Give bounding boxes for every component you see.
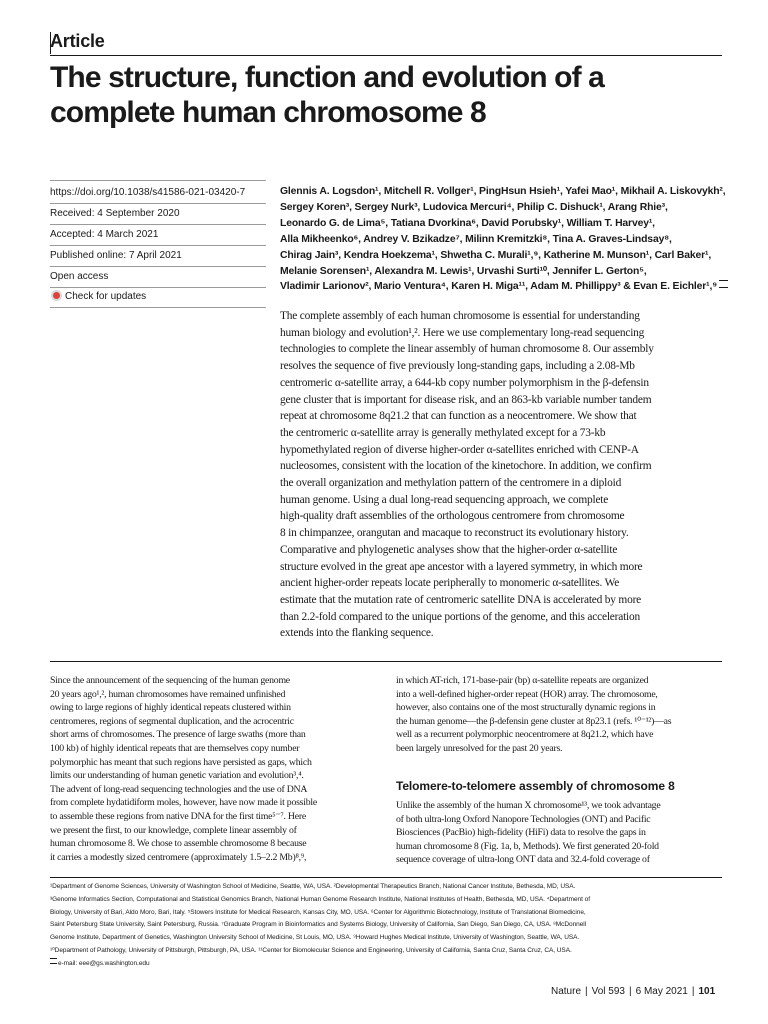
abstract-line: 8 in chimpanzee, orangutan and macaque to reconstruct its evolutionary history. [280,527,629,540]
footer-separator: | [691,986,695,997]
affiliation-line: ¹Department of Genome Sciences, University of Washington School of Medicine, Seattle, WA, USA. ²Developmental Therapeutics Branch, National Cancer Institute, Bethesda, MD, USA. [50,883,576,890]
author-line-text: Vladimir Larionov², Mario Ventura⁴, Karen H. Miga¹¹, Adam M. Phillippy³ & Evan E. Eichler¹,⁹ [280,281,717,293]
meta-divider [50,180,266,181]
body-column-left [50,674,382,864]
meta-divider [50,307,266,308]
issue-date: 6 May 2021 [635,986,688,997]
meta-divider [50,224,266,225]
abstract-line: resolves the sequence of five previously long-standing gaps, including a 2.08-Mb [280,360,635,373]
author-line: Melanie Sorensen¹, Alexandra M. Lewis¹, Urvashi Surti¹⁰, Jennifer L. Gerton⁵, [280,265,647,277]
body-line: to assemble these regions from native DNA for the first time⁵⁻⁷. Here [50,810,306,822]
email-line [50,958,730,971]
email-icon [719,280,728,288]
abstract-line: high-quality draft assemblies of the orthologous centromere from chromosome [280,510,625,523]
body-line: Since the announcement of the sequencing of the human genome [50,675,290,686]
footer-separator: | [585,986,588,997]
accepted-date: Accepted: 4 March 2021 [50,229,159,240]
doi-link[interactable]: https://doi.org/10.1038/s41586-021-03420-7 [50,187,246,198]
author-list [280,184,726,295]
body-line: human chromosome 8. We chose to assemble chromosome 8 because [50,838,307,850]
affiliation-line: Biology, University of Bari, Aldo Moro, Bari, Italy. ⁵Stowers Institute for Medical Research, Kansas City, MO, USA. ⁶Center for Algorithmic Biotechnology, Institute of Translational Biomedicine, [50,908,586,916]
body-line: well as a recurrent polymorphic neocentromere at 8q21.2, which have [396,729,654,741]
affiliation-line: Saint Petersburg State University, Saint Petersburg, Russia. ⁷Graduate Program in Bioinformatics and Systems Biology, University of California, San Diego, San Diego, CA, USA. ⁸McDonnell [50,921,587,929]
abstract-line: structure evolved in the great ape ancestor with a layered symmetry, in which more [280,560,643,573]
author-line: Glennis A. Logsdon¹, Mitchell R. Vollger¹, PingHsun Hsieh¹, Yafei Mao¹, Mikhail A. Liskovykh², [280,186,726,197]
abstract-line: the overall organization and methylation pattern of the centromere in a diploid [280,477,622,490]
abstract-line: estimate that the mutation rate of centromeric satellite DNA is accelerated by more [280,593,642,606]
body-line: The advent of long-read sequencing technologies and the use of DNA [50,783,308,795]
body-line: Unlike the assembly of the human X chromosome¹³, we took advantage [396,800,661,811]
abstract-line: hypomethylated region of diverse higher-order α-satellites enriched with CENP-A [280,443,639,456]
body-line: of both ultra-long Oxford Nanopore Technologies (ONT) and Pacific [396,813,651,825]
body-line: from complete hydatidiform moles, however, have now made it possible [50,797,317,809]
open-access-label: Open access [50,271,109,282]
author-line: Chirag Jain³, Kendra Hoekzema¹, Shwetha C. Murali¹,⁹, Katherine M. Munson¹, Carl Baker¹, [280,249,712,261]
body-line: Biosciences (PacBio) high-fidelity (HiFi) data to resolve the gaps in [396,827,646,839]
email-address[interactable]: e-mail: eee@gs.washington.edu [58,959,150,967]
abstract-line: ancient higher-order repeats locate peripherally to monomeric α-satellites. We [280,577,620,590]
check-updates-icon [51,290,62,301]
check-updates-button[interactable] [50,290,265,304]
body-line: owing to large regions of highly identical repeats clustered within [50,702,291,714]
body-line: the human genome—the β-defensin gene cluster at 8p23.1 (refs. ¹⁰⁻¹²)—as [396,715,672,727]
body-line: human chromosome 8 (Fig. 1a, b, Methods). We first generated 20-fold [396,840,659,852]
body-line: centromeres, regions of segmental duplication, and the acrocentric [50,715,294,727]
affiliation-line: ³Genome Informatics Section, Computational and Statistical Genomics Branch, National Human Genome Research Institute, National Institutes of Health, Bethesda, MD, USA. ⁴Department of [50,895,590,903]
abstract-line: extends into the flanking sequence. [280,627,434,640]
abstract [280,308,720,642]
email-icon [50,958,57,964]
footer-separator: | [629,986,632,997]
abstract-line: the centromeric α-satellite array is generally methylated except for a 73-kb [280,426,606,439]
body-column-right-continued [396,799,728,867]
received-date: Received: 4 September 2020 [50,208,180,219]
body-line: into a well-defined higher-order repeat (HOR) array. The chromosome, [396,688,658,700]
affiliation-line: ¹⁰Department of Pathology, University of Pittsburgh, Pittsburgh, PA, USA. ¹¹Center for Biomolecular Science and Engineering, University of California, Santa Cruz, Santa Cruz, CA, USA. [50,946,572,954]
abstract-divider [50,661,722,662]
footnote-divider [50,877,722,878]
body-line: however, also contains one of the most structurally dynamic regions in [396,702,656,714]
affiliation-line: Genome Institute, Department of Genetics, Washington University School of Medicine, St Louis, MO, USA. ⁹Howard Hughes Medical Institute, University of Washington, Seattle, WA, USA. [50,934,580,942]
abstract-line: human biology and evolution¹,². Here we use complementary long-read sequencing [280,326,645,339]
abstract-line: technologies to complete the linear assembly of human chromosome 8. Our assembly [280,343,654,356]
published-date: Published online: 7 April 2021 [50,250,182,261]
article-label: Article [50,31,105,51]
abstract-line: than 2.2-fold compared to the unique portions of the genome, and this acceleration [280,610,641,623]
title-line: The structure, function and evolution of a [50,61,604,94]
article-title [50,60,750,130]
author-line: Alla Mikheenko⁶, Andrey V. Bzikadze⁷, Milinn Kremitzki⁸, Tina A. Graves-Lindsay⁸, [280,233,672,245]
abstract-line: centromeric α-satellite array, a 644-kb copy number polymorphism in the β-defensin [280,376,649,389]
body-line: polymorphic has meant that such regions have persisted as gaps, which [50,756,312,768]
abstract-line: Comparative and phylogenetic analyses show that the higher-order α-satellite [280,543,618,556]
meta-divider [50,203,266,204]
body-line: sequence coverage of ultra-long ONT data and 32.4-fold coverage of [396,854,650,866]
affiliations [50,881,730,971]
journal-name: Nature [551,986,582,997]
abstract-line: gene cluster that is important for disease risk, and an 863-kb variable number tandem [280,393,652,406]
abstract-line: The complete assembly of each human chromosome is essential for understanding [280,310,640,322]
body-line: 100 kb) of highly identical repeats that are themselves copy number [50,742,300,754]
page-number: 101 [698,986,716,997]
meta-divider [50,287,266,288]
body-line: been largely unresolved for the past 20 years. [396,742,563,754]
author-line: Sergey Koren³, Sergey Nurk³, Ludovica Mercuri⁴, Philip C. Dishuck¹, Arang Rhie³, [280,201,668,213]
body-column-right [396,674,728,756]
body-line: in which AT-rich, 171-base-pair (bp) α-satellite repeats are organized [396,675,649,686]
meta-divider [50,266,266,267]
title-line: complete human chromosome 8 [50,96,486,129]
journal-volume: Vol 593 [591,986,625,997]
body-line: it carries a modestly sized centromere (approximately 1.5–2.2 Mb)⁸,⁹, [50,851,307,863]
body-line: we present the first, to our knowledge, complete linear assembly of [50,824,297,836]
author-line: Leonardo G. de Lima⁵, Tatiana Dvorkina⁶, David Porubsky¹, William T. Harvey¹, [280,217,655,229]
abstract-line: repeat at chromosome 8q21.2 that can function as a neocentromere. We show that [280,410,637,423]
section-heading: Telomere-to-telomere assembly of chromosome 8 [396,779,675,793]
body-line: limits our understanding of human genetic variation and evolution³,⁴. [50,770,304,782]
abstract-line: human genome. Using a dual long-read sequencing approach, we complete [280,493,609,506]
meta-divider [50,245,266,246]
body-line: short arms of chromosomes. The presence of large swaths (more than [50,729,306,741]
header-rule-horizontal [50,55,722,56]
check-updates-label: Check for updates [65,291,147,302]
body-line: 20 years ago¹,², human chromosomes have remained unfinished [50,688,286,700]
page-footer [551,986,715,997]
author-line [280,279,720,295]
abstract-line: nucleosomes, consistent with the location of the kinetochore. In addition, we confirm [280,460,652,473]
